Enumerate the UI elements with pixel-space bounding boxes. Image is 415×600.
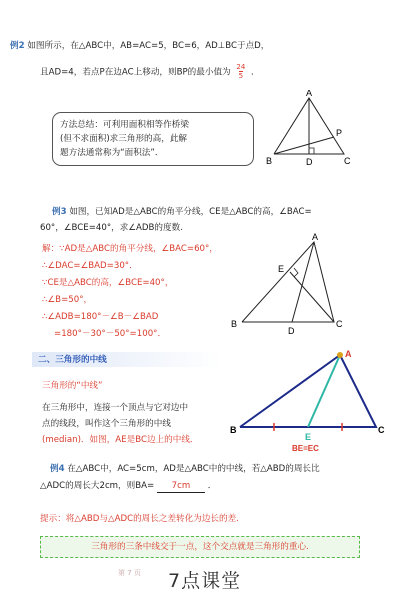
fig2-label-c: C (336, 319, 343, 329)
hint-text: 提示：将△ABD与△ADC的周长之差转化为边长的差. (40, 514, 239, 524)
section-2-title: 二、三角形的中线 (38, 355, 107, 365)
fig2-label-a: A (312, 232, 319, 242)
example-4-label: 例4 (50, 464, 65, 474)
solution-block: 解：∵AD是△ABC的角平分线，∠BAC=60°， ∴∠DAC=∠BAD=30°． ∵CE是△ABC的高，∠BCE=40°， ∴∠B=50°， ∴∠ADB=180°－∠B－∠BAD =180°－30°－50°=100°． (42, 244, 218, 339)
fig3-label-e: E (305, 432, 312, 442)
example-4-line1: 例4 在△ABC中，AC=5cm，AD是△ABC中的中线，若△ABD的周长比 (50, 464, 320, 474)
example-3-line1: 例3 如图，已知AD是△ABC的角平分线，CE是△ABC的高，∠BAC= (52, 207, 312, 217)
figure-3-median-triangle (228, 345, 388, 455)
fig1-label-d: D (306, 157, 313, 167)
example-2-line1: 例2 如图所示，在△ABC中，AB=AC=5，BC=6，AD⊥BC于点D， (10, 41, 270, 51)
example-2-label: 例2 (10, 41, 25, 51)
section-2-banner (32, 352, 222, 367)
fig2-label-e: E (278, 264, 285, 274)
method-summary-box: 方法总结：可利用面积相等作桥梁 (但不求面积)求三角形的高，此解 题方法通常称为“面积法”． (52, 112, 254, 166)
centroid-summary-box: 三角形的三条中线交于一点，这个交点就是三角形的重心. (40, 536, 360, 558)
fig1-label-p: P (336, 128, 343, 138)
figure-2-triangle (228, 230, 353, 340)
example-3-line2: 60°，∠BCE=40°，求∠ADB的度数. (40, 223, 183, 233)
fig3-label-b: B (230, 425, 237, 435)
fig1-label-c: C (344, 156, 351, 166)
fig1-label-b: B (266, 156, 273, 166)
fig3-label-c: C (378, 425, 385, 435)
fig2-label-b: B (231, 319, 238, 329)
fig2-label-d: D (288, 326, 295, 336)
example-3-label: 例3 (52, 207, 67, 217)
example-4-line2: △ADC的周长大2cm，则BA= 7cm ． (40, 481, 217, 491)
figure-1-triangle (262, 90, 362, 170)
fig1-label-a: A (306, 90, 313, 98)
section-2-subtitle: 三角形的“中线” (42, 381, 103, 391)
answer-fraction: $\frac{24}{5}$ (236, 63, 246, 80)
median-definition: 在三角形中，连接一个顶点与它对边中 点的线段，叫作这个三角形的中线 (median)．如图，AE是BC边上的中线． (42, 403, 199, 445)
fig3-equation: BE=EC (292, 444, 319, 453)
page-number: 第 7 页 (118, 569, 141, 577)
fig3-label-a: A (345, 349, 352, 359)
example-4-answer: 7cm (157, 480, 205, 493)
watermark-text: 7点课堂 (168, 570, 242, 592)
example-2-line2: 且AD=4，若点P在边AC上移动，则BP的最小值为 $\frac{24}{5}$ ． (40, 63, 260, 80)
